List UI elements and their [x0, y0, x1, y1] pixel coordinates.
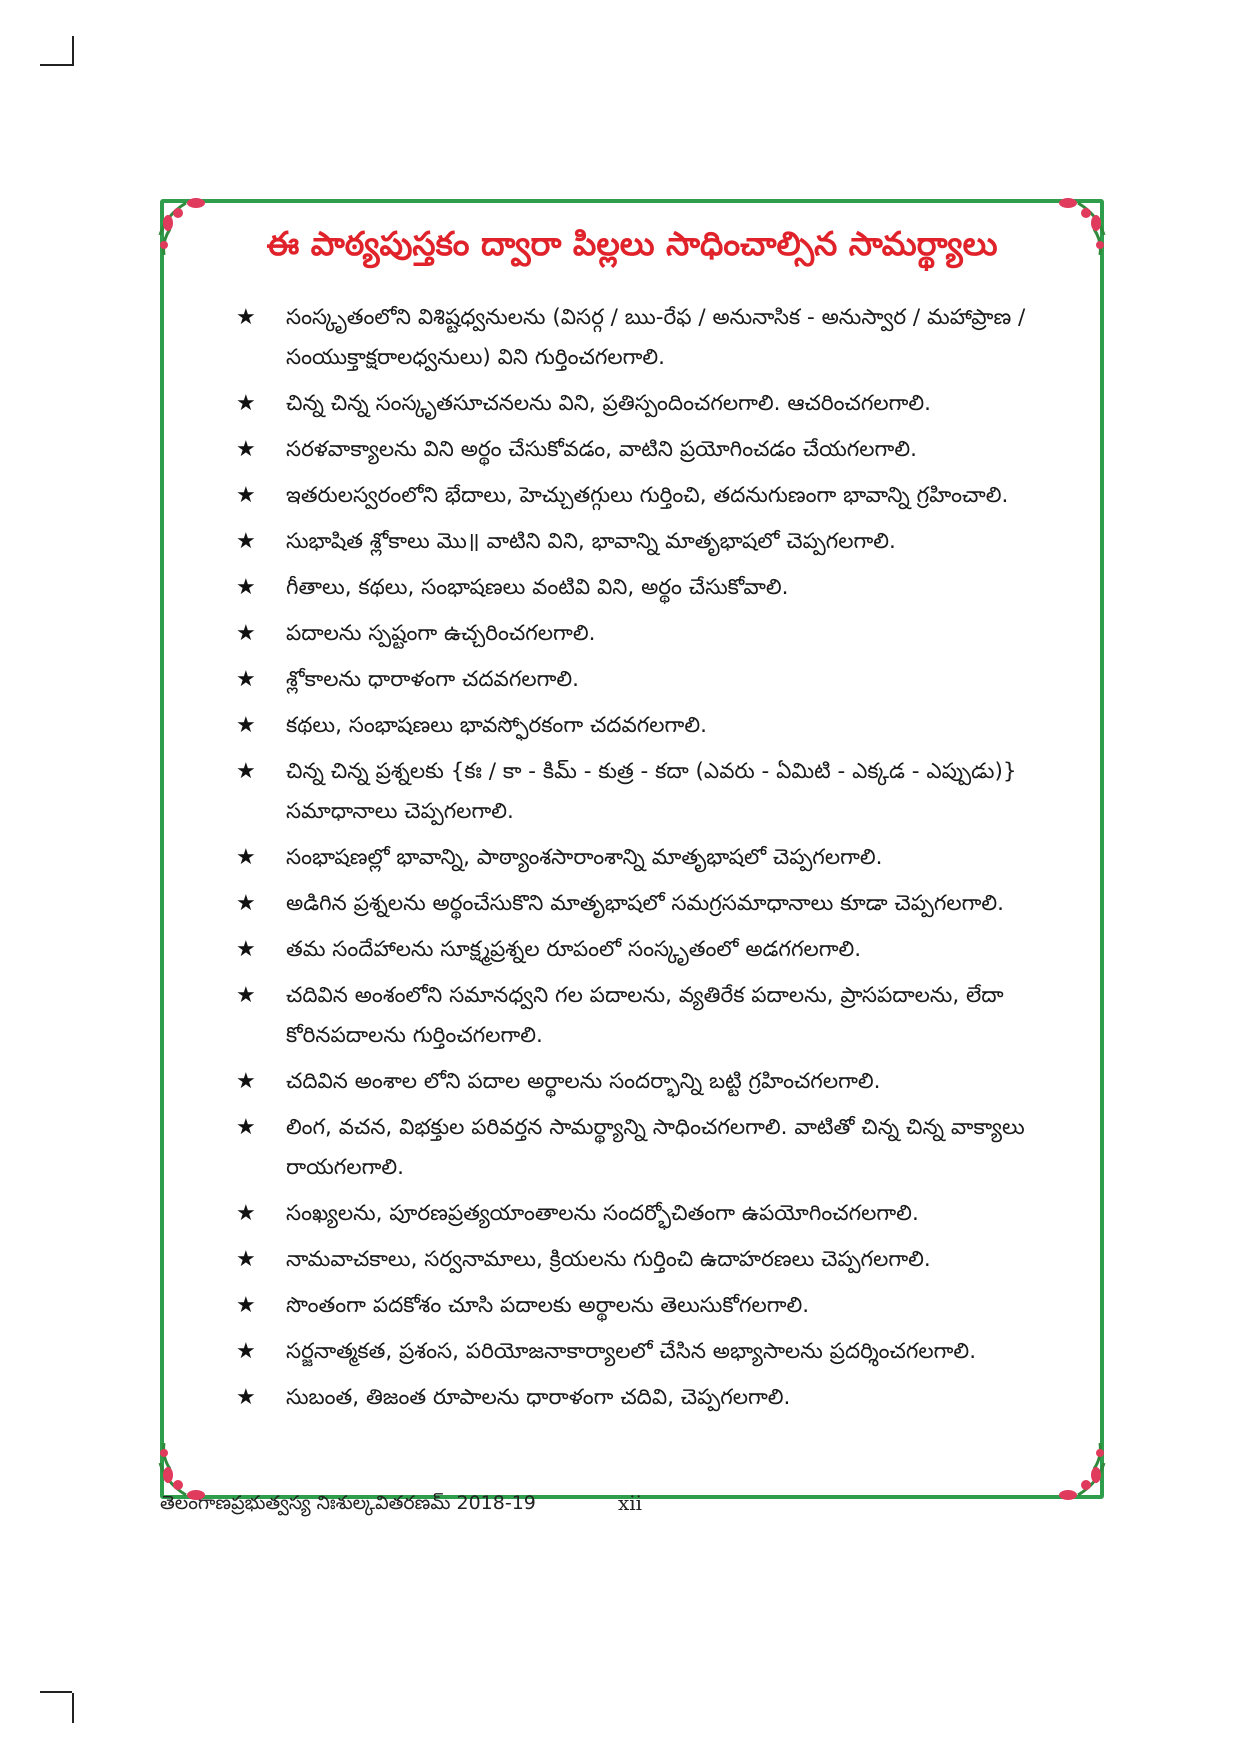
star-bullet-icon: ★ — [236, 891, 256, 916]
list-item — [236, 1286, 1036, 1326]
list-item — [236, 614, 1036, 654]
list-item-text: గీతాలు, కథలు, సంభాషణలు వంటివి విని, అర్థం చేసుకోవాలి. — [286, 575, 789, 600]
list-item — [236, 298, 1036, 378]
footer-publisher-text: తెలంగాణప్రభుత్వస్య నిఃశుల్కవితరణమ్ 2018-19 — [160, 1492, 536, 1514]
list-item — [236, 1332, 1036, 1372]
list-item-text: చిన్న చిన్న ప్రశ్నలకు {కః / కా - కిమ్ - కుత్ర - కదా (ఎవరు - ఏమిటి - ఎక్కడ - ఎప్పుడు)} సమాధానాలు చెప్పగలగాలి. — [286, 759, 1017, 824]
list-item-text: సొంతంగా పదకోశం చూసి పదాలకు అర్థాలను తెలుసుకోగలగాలి. — [286, 1293, 810, 1318]
list-item — [236, 660, 1036, 700]
crop-mark-bottom-vertical — [72, 1693, 74, 1723]
list-item — [236, 1240, 1036, 1280]
page-heading: ఈ పాఠ్యపుస్తకం ద్వారా పిల్లలు సాధించాల్సిన సామర్థ్యాలు — [266, 224, 998, 263]
star-bullet-icon: ★ — [236, 1339, 256, 1364]
list-item-text: సంఖ్యలను, పూరణప్రత్యయాంతాలను సందర్భోచితంగా ఉపయోగించగలగాలి. — [286, 1201, 919, 1226]
star-bullet-icon: ★ — [236, 305, 256, 330]
list-item — [236, 752, 1036, 832]
list-item-text: లింగ, వచన, విభక్తుల పరివర్తన సామర్థ్యాన్ని సాధించగలగాలి. వాటితో చిన్న చిన్న వాక్యాలు రాయగలగాలి. — [286, 1115, 1025, 1180]
list-item-text: పదాలను స్పష్టంగా ఉచ్చరించగలగాలి. — [286, 621, 596, 646]
list-item — [236, 706, 1036, 746]
star-bullet-icon: ★ — [236, 1069, 256, 1094]
list-item-text: సుబంత, తిజంత రూపాలను ధారాళంగా చదివి, చెప్పగలగాలి. — [286, 1385, 791, 1410]
star-bullet-icon: ★ — [236, 1115, 256, 1140]
list-item-text: చదివిన అంశంలోని సమానధ్వని గల పదాలను, వ్యతిరేక పదాలను, ప్రాసపదాలను, లేదా కోరినపదాలను గుర్తించగలగాలి. — [286, 983, 1004, 1048]
list-item — [236, 884, 1036, 924]
star-bullet-icon: ★ — [236, 437, 256, 462]
list-item-text: ఇతరులస్వరంలోని భేదాలు, హెచ్చుతగ్గులు గుర్తించి, తదనుగుణంగా భావాన్ని గ్రహించాలి. — [286, 483, 1009, 508]
star-bullet-icon: ★ — [236, 759, 256, 784]
crop-mark-bottom-horizontal — [40, 1691, 72, 1693]
list-item — [236, 476, 1036, 516]
competencies-list — [236, 298, 1036, 1424]
star-bullet-icon: ★ — [236, 1247, 256, 1272]
list-item — [236, 1378, 1036, 1418]
star-bullet-icon: ★ — [236, 937, 256, 962]
list-item — [236, 568, 1036, 608]
list-item — [236, 930, 1036, 970]
crop-mark-top-horizontal — [40, 64, 72, 66]
star-bullet-icon: ★ — [236, 713, 256, 738]
star-bullet-icon: ★ — [236, 529, 256, 554]
list-item-text: చదివిన అంశాల లోని పదాల అర్థాలను సందర్భాన్ని బట్టి గ్రహించగలగాలి. — [286, 1069, 881, 1094]
list-item-text: సర్జనాత్మకత, ప్రశంస, పరియోజనాకార్యాలలో చేసిన అభ్యాసాలను ప్రదర్శించగలగాలి. — [286, 1339, 977, 1364]
list-item — [236, 1194, 1036, 1234]
star-bullet-icon: ★ — [236, 391, 256, 416]
star-bullet-icon: ★ — [236, 1293, 256, 1318]
floral-corner-bottom-right-icon — [1038, 1433, 1108, 1503]
star-bullet-icon: ★ — [236, 1385, 256, 1410]
list-item-text: అడిగిన ప్రశ్నలను అర్థంచేసుకొని మాతృభాషలో సమగ్రసమాధానాలు కూడా చెప్పగలగాలి. — [286, 891, 1005, 916]
star-bullet-icon: ★ — [236, 575, 256, 600]
crop-mark-top-vertical — [72, 36, 74, 66]
list-item — [236, 522, 1036, 562]
list-item-text: సుభాషిత శ్లోకాలు మొ॥ వాటిని విని, భావాన్ని మాతృభాషలో చెప్పగలగాలి. — [286, 529, 896, 554]
list-item — [236, 430, 1036, 470]
star-bullet-icon: ★ — [236, 983, 256, 1008]
list-item — [236, 976, 1036, 1056]
list-item-text: సరళవాక్యాలను విని అర్థం చేసుకోవడం, వాటిని ప్రయోగించడం చేయగలగాలి. — [286, 437, 917, 462]
list-item-text: శ్లోకాలను ధారాళంగా చదవగలగాలి. — [286, 667, 579, 692]
star-bullet-icon: ★ — [236, 1201, 256, 1226]
star-bullet-icon: ★ — [236, 667, 256, 692]
list-item-text: నామవాచకాలు, సర్వనామాలు, క్రియలను గుర్తించి ఉదాహరణలు చెప్పగలగాలి. — [286, 1247, 931, 1272]
star-bullet-icon: ★ — [236, 621, 256, 646]
star-bullet-icon: ★ — [236, 845, 256, 870]
list-item-text: సంస్కృతంలోని విశిష్టధ్వనులను (విసర్గ / ఋ-రేఫ / అనునాసిక - అనుస్వార / మహాప్రాణ / సంయుక్తాక్షరాలధ్వనులు) విని గుర్తించగలగాలి. — [286, 305, 1026, 370]
list-item-text: సంభాషణల్లో భావాన్ని, పాఠ్యాంశసారాంశాన్ని మాతృభాషలో చెప్పగలగాలి. — [286, 845, 883, 870]
list-item — [236, 384, 1036, 424]
list-item — [236, 1108, 1036, 1188]
list-item — [236, 1062, 1036, 1102]
page-number: xii — [618, 1491, 643, 1515]
list-item-text: తమ సందేహాలను సూక్ష్మప్రశ్నల రూపంలో సంస్కృతంలో అడగగలగాలి. — [286, 937, 862, 962]
list-item — [236, 838, 1036, 878]
star-bullet-icon: ★ — [236, 483, 256, 508]
list-item-text: చిన్న చిన్న సంస్కృతసూచనలను విని, ప్రతిస్పందించగలగాలి. ఆచరించగలగాలి. — [286, 391, 932, 416]
list-item-text: కథలు, సంభాషణలు భావస్ఫోరకంగా చదవగలగాలి. — [286, 713, 707, 738]
